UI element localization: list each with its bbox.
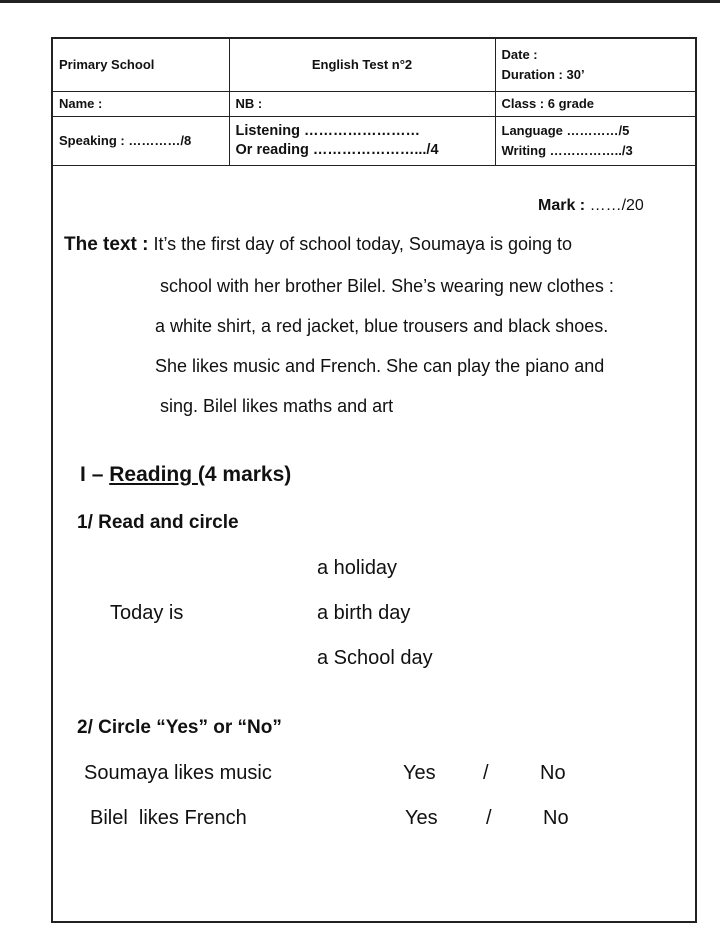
text-body-line: a white shirt, a red jacket, blue trousers and black shoes. xyxy=(155,316,609,336)
name-field[interactable] xyxy=(53,91,229,116)
text-body-line: She likes music and French. She can play the piano and xyxy=(155,356,605,376)
section-dash: – xyxy=(91,463,104,486)
nb-field[interactable] xyxy=(229,91,495,116)
option-school-day[interactable]: a School day xyxy=(317,647,433,669)
speaking-score: Speaking : …………/8 xyxy=(59,133,192,148)
date-duration-cell xyxy=(495,39,695,91)
statement-1: Soumaya likes music xyxy=(84,762,272,784)
school-label: Primary School xyxy=(59,57,155,73)
listening-score: Listening …………………… xyxy=(235,122,420,139)
slash-2: / xyxy=(486,807,492,829)
or-reading-score: Or reading ………………….../4 xyxy=(235,141,439,158)
text-body-line: school with her brother Bilel. She’s wearing new clothes : xyxy=(160,276,614,296)
duration-label: Duration : 30’ xyxy=(501,66,585,82)
writing-score: Writing ……………../3 xyxy=(501,142,633,158)
text-line-1 xyxy=(64,234,572,256)
class-cell xyxy=(495,91,695,116)
mark-line xyxy=(538,197,644,215)
header-table xyxy=(53,39,695,166)
mark-label: Mark : xyxy=(538,197,586,214)
date-label: Date : xyxy=(501,46,538,62)
text-label: The text : xyxy=(64,234,149,255)
language-writing-cell xyxy=(495,116,695,165)
section-marks: (4 marks) xyxy=(197,463,292,486)
language-score: Language …………/5 xyxy=(501,122,630,138)
yes-option-1[interactable]: Yes xyxy=(403,762,436,784)
question-1-title: 1/ Read and circle xyxy=(77,512,239,533)
school-cell xyxy=(53,39,229,91)
test-title: English Test n°2 xyxy=(229,39,495,91)
option-birth-day[interactable]: a birth day xyxy=(317,602,411,624)
section-numeral: I xyxy=(80,463,86,486)
top-edge-line xyxy=(0,0,720,3)
section-title: Reading xyxy=(109,463,198,486)
slash-1: / xyxy=(483,762,489,784)
text-body-line: sing. Bilel likes maths and art xyxy=(160,396,394,416)
statement-2: Bilel likes French xyxy=(90,807,247,829)
option-holiday[interactable]: a holiday xyxy=(317,557,398,579)
yes-option-2[interactable]: Yes xyxy=(405,807,438,829)
nb-label: NB : xyxy=(235,96,263,111)
question-1-stem: Today is xyxy=(110,602,184,624)
class-label: Class : 6 grade xyxy=(501,96,594,111)
name-label: Name : xyxy=(59,96,103,111)
no-option-2[interactable]: No xyxy=(543,807,569,829)
no-option-1[interactable]: No xyxy=(540,762,566,784)
listening-cell xyxy=(229,116,495,165)
speaking-cell xyxy=(53,116,229,165)
question-2-title: 2/ Circle “Yes” or “No” xyxy=(77,717,282,738)
mark-value: ……/20 xyxy=(589,197,644,214)
text-body-line: It’s the first day of school today, Soumaya is going to xyxy=(153,234,573,254)
section-heading-reading xyxy=(80,463,291,487)
